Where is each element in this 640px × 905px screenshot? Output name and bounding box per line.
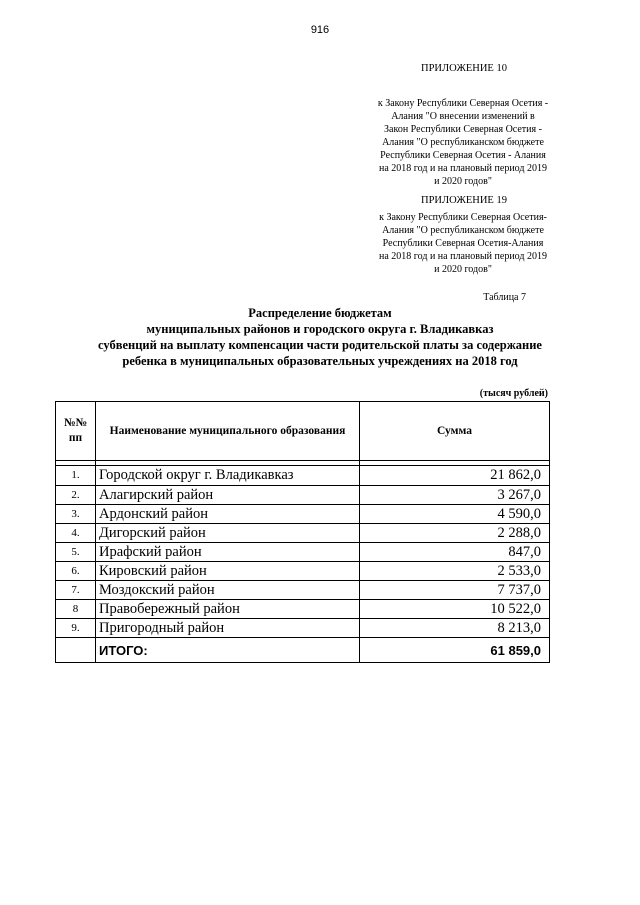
table-total-row — [56, 638, 550, 663]
table-row — [56, 466, 550, 486]
row-sum: 847,0 — [360, 543, 550, 562]
table-row — [56, 486, 550, 505]
table-label: Таблица 7 — [483, 292, 526, 303]
appendix-19-text — [360, 211, 566, 276]
header-name: Наименование муниципального образования — [96, 402, 360, 461]
total-number — [56, 638, 96, 663]
row-number: 3. — [56, 505, 96, 524]
row-number: 6. — [56, 562, 96, 581]
row-name: Моздокский район — [96, 581, 360, 600]
heading-line: муниципальных районов и городского округа г. Владикавказ — [146, 322, 494, 336]
row-sum: 7 737,0 — [360, 581, 550, 600]
heading-line: ребенка в муниципальных образовательных учреждениях на 2018 год — [122, 354, 518, 368]
total-sum: 61 859,0 — [360, 638, 550, 663]
appendix-10-line: к Закону Республики Северная Осетия - — [377, 98, 549, 109]
row-name: Кировский район — [96, 562, 360, 581]
appendix-10-line: Закон Республики Северная Осетия - — [384, 124, 542, 135]
appendix-19-line: Алания "О республиканском бюджете — [382, 225, 544, 236]
table-row — [56, 619, 550, 638]
row-name: Пригородный район — [96, 619, 360, 638]
appendix-10-title: ПРИЛОЖЕНИЕ 10 — [421, 63, 507, 74]
table-row — [56, 600, 550, 619]
row-sum: 2 533,0 — [360, 562, 550, 581]
row-number: 8 — [56, 600, 96, 619]
row-number: 9. — [56, 619, 96, 638]
row-sum: 2 288,0 — [360, 524, 550, 543]
row-number: 2. — [56, 486, 96, 505]
units-label: (тысяч рублей) — [479, 388, 548, 399]
row-name: Дигорский район — [96, 524, 360, 543]
document-heading — [40, 305, 600, 369]
row-number: 7. — [56, 581, 96, 600]
table-row — [56, 581, 550, 600]
total-label: ИТОГО: — [96, 638, 360, 663]
row-name: Ардонский район — [96, 505, 360, 524]
row-number: 5. — [56, 543, 96, 562]
row-name: Городской округ г. Владикавказ — [96, 466, 360, 486]
table-header-row — [56, 402, 550, 461]
heading-line: Распределение бюджетам — [248, 306, 392, 320]
row-number: 4. — [56, 524, 96, 543]
row-name: Ирафский район — [96, 543, 360, 562]
appendix-10-line: Алания "О внесении изменений в — [391, 111, 535, 122]
heading-line: субвенций на выплату компенсации части родительской платы за содержание — [98, 338, 542, 352]
row-sum: 3 267,0 — [360, 486, 550, 505]
header-sum: Сумма — [360, 402, 550, 461]
row-sum: 21 862,0 — [360, 466, 550, 486]
row-sum: 10 522,0 — [360, 600, 550, 619]
table-row — [56, 562, 550, 581]
appendix-19-line: на 2018 год и на плановый период 2019 — [379, 251, 547, 262]
row-sum: 4 590,0 — [360, 505, 550, 524]
appendix-10-line: и 2020 годов" — [434, 176, 492, 187]
table-row — [56, 543, 550, 562]
appendix-10-line: Республики Северная Осетия - Алания — [380, 150, 546, 161]
row-name: Алагирский район — [96, 486, 360, 505]
appendix-19-line: к Закону Республики Северная Осетия- — [379, 212, 547, 223]
subvention-table — [55, 401, 550, 663]
appendix-19-line: Республики Северная Осетия-Алания — [382, 238, 544, 249]
appendix-19-title: ПРИЛОЖЕНИЕ 19 — [421, 195, 507, 206]
appendix-10-line: на 2018 год и на плановый период 2019 — [379, 163, 547, 174]
row-number: 1. — [56, 466, 96, 486]
appendix-19-line: и 2020 годов" — [434, 264, 492, 275]
appendix-10-line: Алания "О республиканском бюджете — [382, 137, 544, 148]
table-row — [56, 524, 550, 543]
row-name: Правобережный район — [96, 600, 360, 619]
row-sum: 8 213,0 — [360, 619, 550, 638]
table-row — [56, 505, 550, 524]
header-number: №№ пп — [56, 402, 96, 461]
page-number: 916 — [310, 24, 330, 36]
appendix-10-text — [360, 97, 566, 188]
